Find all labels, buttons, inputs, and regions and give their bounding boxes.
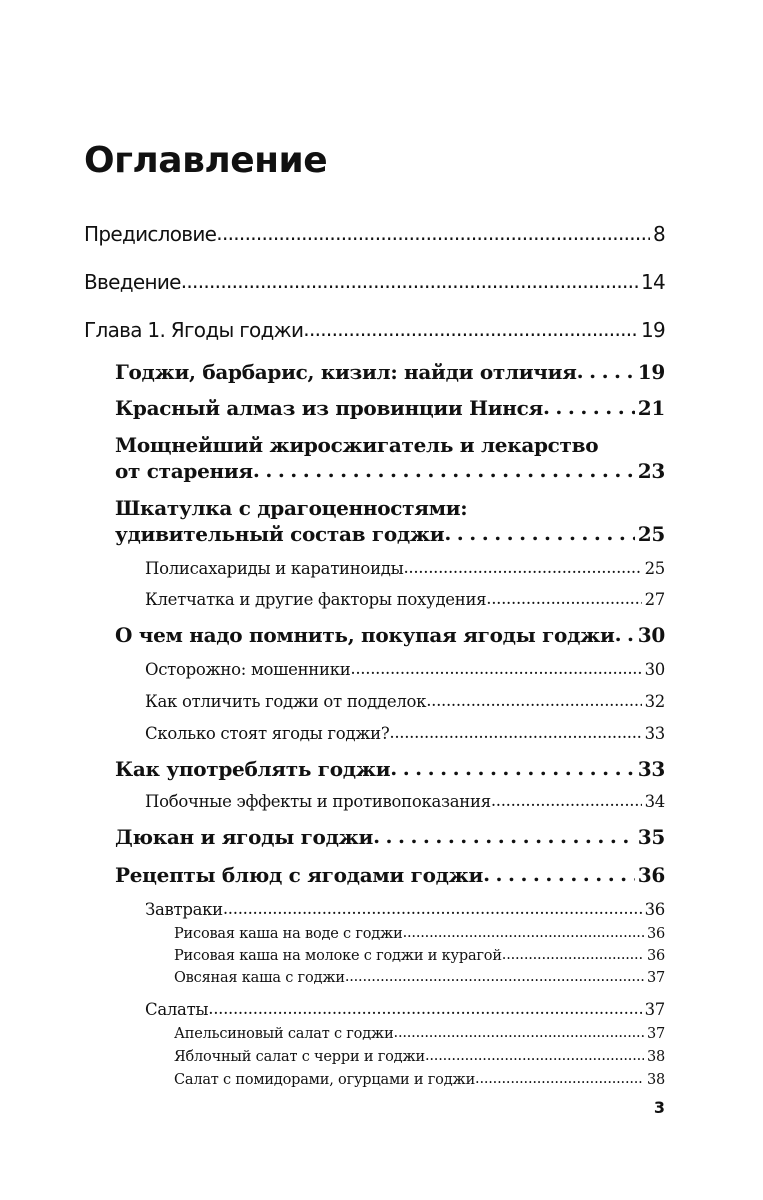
toc-entry-page: 19: [637, 360, 665, 384]
toc-entry[interactable]: [115, 623, 665, 647]
toc-entry[interactable]: [174, 970, 665, 986]
toc-entry-page: 36: [644, 900, 665, 919]
dot-leader: [208, 999, 641, 1018]
toc-entry[interactable]: [145, 660, 665, 679]
toc-entry[interactable]: [174, 1026, 665, 1042]
toc-entry[interactable]: [145, 900, 665, 919]
dot-leader: [486, 589, 641, 608]
dot-leader: [615, 622, 635, 646]
toc-entry-title: Дюкан и ягоды годжи: [115, 825, 374, 849]
toc-entry[interactable]: [145, 1000, 665, 1019]
toc-entry-page: 27: [644, 590, 665, 609]
toc-entry-page: 8: [652, 222, 665, 246]
toc-entry[interactable]: [145, 792, 665, 811]
toc-entry-title: удивительный состав годжи: [115, 522, 445, 546]
toc-entry-title: Салат с помидорами, огурцами и годжи: [174, 1072, 476, 1088]
toc-entry-page: 30: [644, 660, 665, 679]
dot-leader: [390, 756, 635, 780]
page-number: 3: [653, 1098, 665, 1117]
toc-entry-page: 35: [637, 825, 665, 849]
toc-entry-title: Красный алмаз из провинции Нинся: [115, 396, 543, 420]
toc-entry-title: Яблочный салат с черри и годжи: [174, 1049, 425, 1065]
toc-entry-page: 14: [640, 270, 665, 294]
dot-leader: [475, 1071, 644, 1087]
dot-leader: [350, 659, 641, 678]
toc-entry[interactable]: [115, 757, 665, 781]
dot-leader: [394, 1025, 644, 1041]
toc-entry[interactable]: [115, 863, 665, 887]
toc-entry-page: 36: [646, 948, 665, 964]
toc-entry-page: 21: [637, 396, 665, 420]
toc-entry-title: Как отличить годжи от подделок: [145, 692, 427, 711]
toc-entry-title: Сколько стоят ягоды годжи?: [145, 724, 390, 743]
dot-leader: [373, 824, 635, 848]
toc-entry-title: Салаты: [145, 1000, 209, 1019]
toc-entry[interactable]: [115, 360, 665, 384]
toc-entry-title: Завтраки: [145, 900, 223, 919]
toc-entry-title: Полисахариды и каратиноиды: [145, 559, 404, 578]
toc-entry-page: 33: [637, 757, 665, 781]
toc-entry-page: 19: [640, 318, 665, 342]
toc-entry[interactable]: [174, 1072, 665, 1088]
toc-entry-page: 37: [644, 1000, 665, 1019]
toc-entry-title: от старения: [115, 459, 253, 483]
toc-entry-title-line: Шкатулка с драгоценностями:: [115, 496, 468, 520]
dot-leader: [389, 723, 641, 742]
toc-entry-page: 25: [637, 522, 665, 546]
dot-leader: [181, 269, 638, 293]
toc-entry-page: 33: [644, 724, 665, 743]
toc-entry-title: Предисловие: [84, 222, 217, 246]
toc-entry-title: Как употреблять годжи: [115, 757, 391, 781]
dot-leader: [444, 521, 634, 545]
toc-entry-title: О чем надо помнить, покупая ягоды годжи: [115, 623, 615, 647]
toc-entry[interactable]: [145, 724, 665, 743]
toc-entry-page: 38: [646, 1072, 665, 1088]
toc-entry[interactable]: [174, 948, 665, 964]
page-title: Оглавление: [84, 140, 328, 181]
toc-entry-title: Рисовая каша на молоке с годжи и курагой: [174, 948, 502, 964]
toc-entry-title: Апельсиновый салат с годжи: [174, 1026, 394, 1042]
dot-leader: [403, 925, 644, 941]
toc-entry-page: 23: [637, 459, 665, 483]
toc-entry-title: Побочные эффекты и противопоказания: [145, 792, 491, 811]
dot-leader: [483, 862, 635, 886]
toc-entry-page: 32: [644, 692, 665, 711]
toc-entry-introduction[interactable]: [84, 270, 665, 294]
toc-entry-title: Рецепты блюд с ягодами годжи: [115, 863, 484, 887]
toc-entry-title: Годжи, барбарис, кизил: найди отличия: [115, 360, 577, 384]
toc-entry[interactable]: [115, 459, 665, 483]
toc-entry-title-line: Мощнейший жиросжигатель и лекарство: [115, 433, 599, 457]
toc-entry-page: 36: [646, 926, 665, 942]
dot-leader: [425, 1048, 644, 1064]
dot-leader: [543, 395, 635, 419]
dot-leader: [403, 558, 641, 577]
toc-entry[interactable]: [115, 825, 665, 849]
toc-entry-page: 37: [646, 1026, 665, 1042]
toc-entry-title: Глава 1. Ягоды годжи: [84, 318, 304, 342]
toc-entry-preface[interactable]: [84, 222, 665, 246]
toc-entry[interactable]: [145, 590, 665, 609]
toc-entry[interactable]: [115, 396, 665, 420]
toc-entry-title: Овсяная каша с годжи: [174, 970, 345, 986]
toc-entry-title: Рисовая каша на воде с годжи: [174, 926, 403, 942]
dot-leader: [426, 691, 641, 710]
toc-entry-page: 36: [637, 863, 665, 887]
toc-entry[interactable]: [145, 692, 665, 711]
toc-entry[interactable]: [115, 522, 665, 546]
toc-entry[interactable]: [145, 559, 665, 578]
toc-entry-page: 38: [646, 1049, 665, 1065]
toc-entry-chapter-1[interactable]: [84, 318, 665, 342]
dot-leader: [216, 221, 650, 245]
dot-leader: [223, 899, 642, 918]
toc-entry[interactable]: [174, 926, 665, 942]
toc-entry-title: Введение: [84, 270, 181, 294]
toc-entry-page: 34: [644, 792, 665, 811]
toc-entry-page: 30: [637, 623, 665, 647]
dot-leader: [577, 359, 635, 383]
dot-leader: [345, 969, 644, 985]
toc-entry-title: Клетчатка и другие факторы похудения: [145, 590, 487, 609]
dot-leader: [253, 458, 635, 482]
dot-leader: [502, 947, 644, 963]
toc-entry-page: 25: [644, 559, 665, 578]
toc-entry[interactable]: [174, 1049, 665, 1065]
toc-entry-title: Осторожно: мошенники: [145, 660, 351, 679]
toc-entry-page: 37: [646, 970, 665, 986]
dot-leader: [303, 317, 638, 341]
dot-leader: [491, 791, 642, 810]
